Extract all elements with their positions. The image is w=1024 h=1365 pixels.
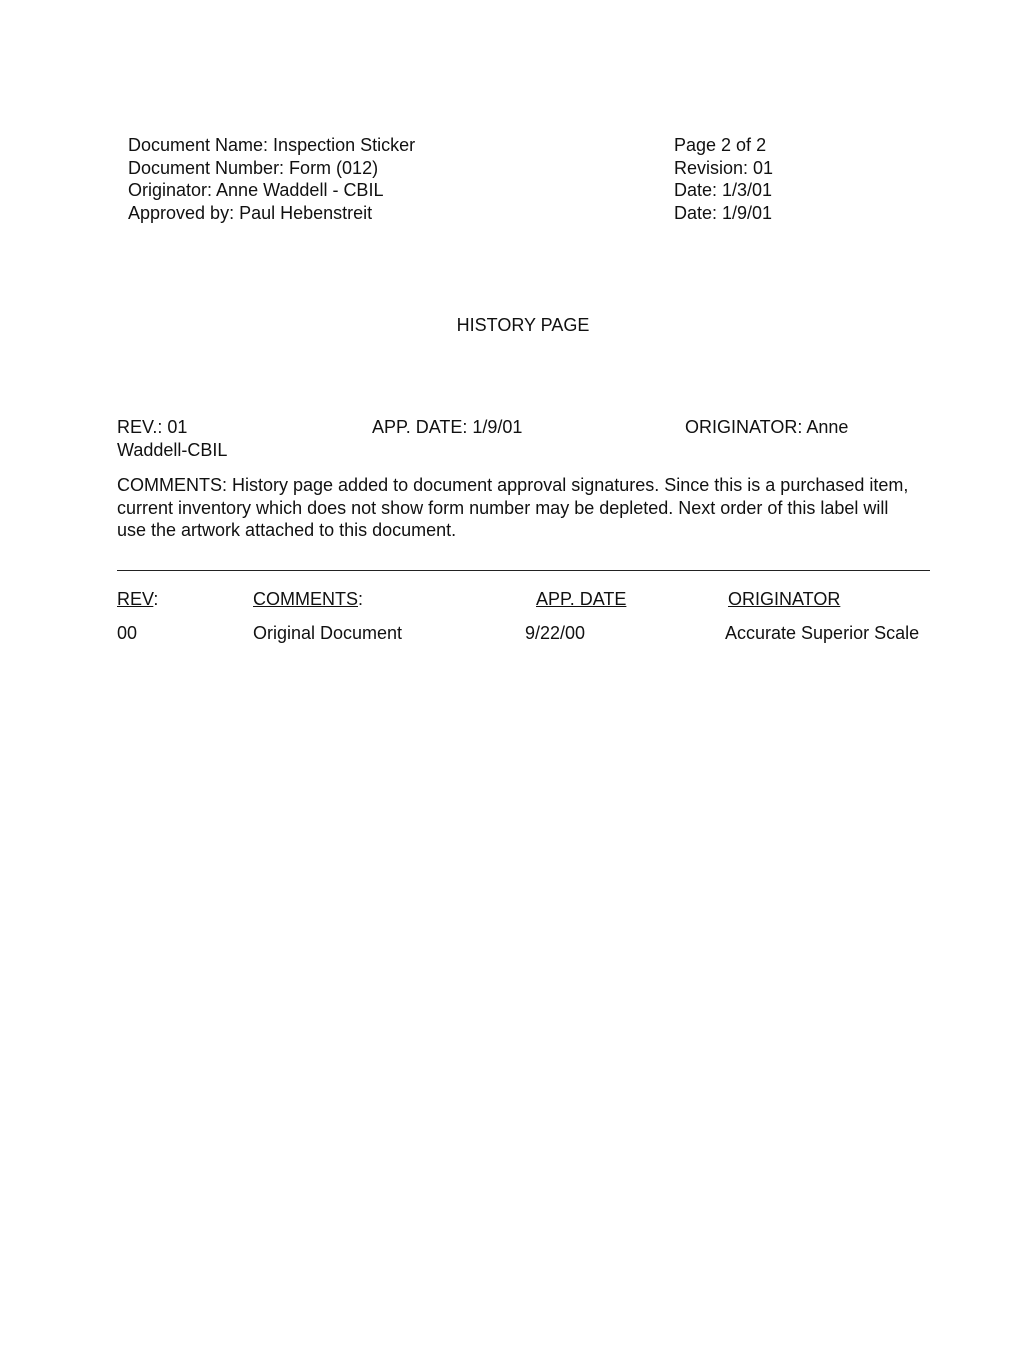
originated-date: Date: 1/3/01 <box>674 180 773 200</box>
page-number: Page 2 of 2 <box>674 135 767 155</box>
table-header-rev <box>117 588 158 611</box>
document-number: Document Number: Form (012) <box>128 157 379 178</box>
document-header-right <box>674 134 773 224</box>
table-cell-app-date: 9/22/00 <box>525 623 586 643</box>
table-cell-comments: Original Document <box>253 623 403 643</box>
table-header-originator: ORIGINATOR <box>728 589 841 609</box>
current-rev: REV.: 01 <box>117 417 188 437</box>
separator-line <box>117 570 930 571</box>
table-header-app-date: APP. DATE <box>536 589 627 609</box>
current-originator-continued: Waddell-CBIL <box>117 440 228 460</box>
table-cell-originator: Accurate Superior Scale <box>725 623 920 643</box>
table-header-comments-label: COMMENTS <box>253 589 358 609</box>
page-title: HISTORY PAGE <box>456 315 590 335</box>
document-originator: Originator: Anne Waddell - CBIL <box>128 180 384 200</box>
current-comments: COMMENTS: History page added to document approval signatures. Since this is a purchased item, current inventory which does not show form number may be depleted. Next order of this label will use the artwork attached to this document. <box>117 475 909 540</box>
table-cell-rev: 00 <box>117 623 138 643</box>
current-originator: ORIGINATOR: Anne <box>685 417 849 437</box>
document-approved-by: Approved by: Paul Hebenstreit <box>128 202 373 223</box>
approved-date: Date: 1/9/01 <box>674 202 773 223</box>
table-header-rev-colon: : <box>153 589 159 609</box>
document-header-left <box>128 134 415 224</box>
current-app-date: APP. DATE: 1/9/01 <box>372 417 523 437</box>
revision-number: Revision: 01 <box>674 157 774 178</box>
table-header-rev-label: REV <box>117 589 154 609</box>
document-name: Document Name: Inspection Sticker <box>128 135 416 155</box>
table-header-comments-colon: : <box>358 589 364 609</box>
table-header-comments <box>253 588 363 611</box>
